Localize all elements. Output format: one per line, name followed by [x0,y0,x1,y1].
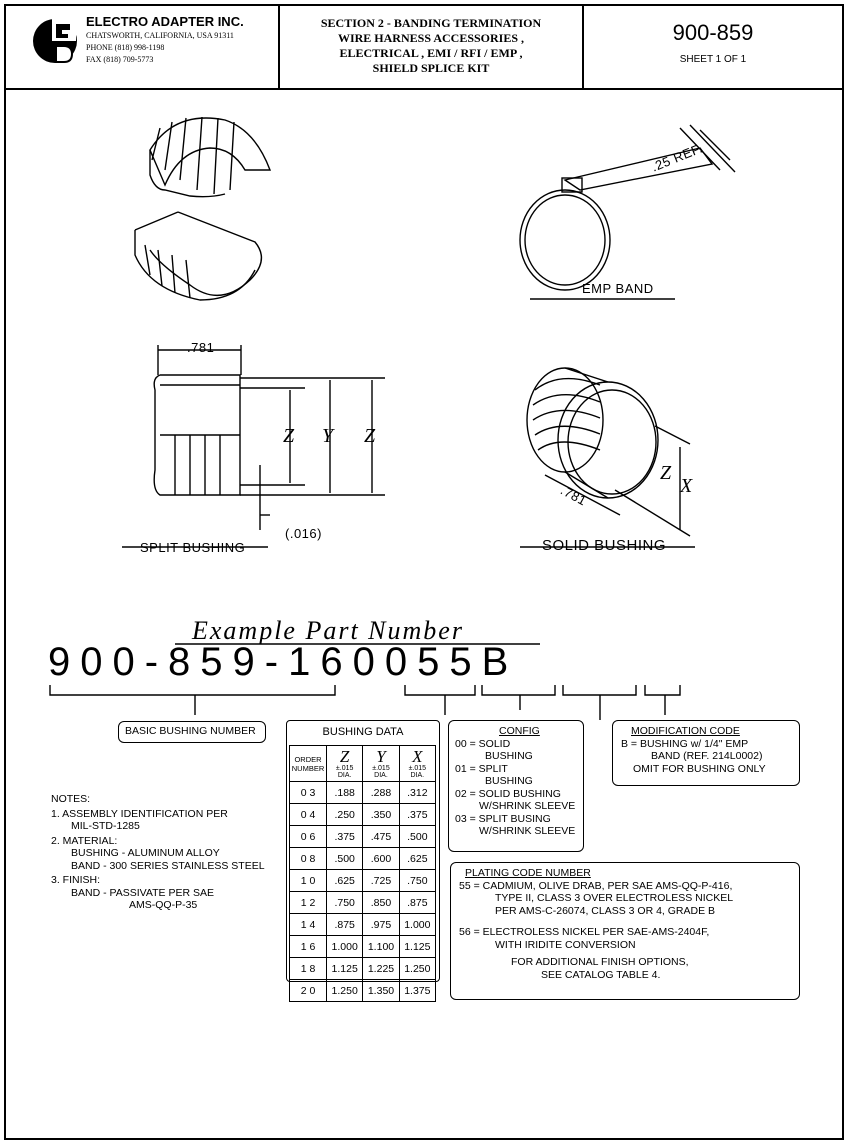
dimension-cell: .850 [363,892,399,914]
config-item: 02 = SOLID BUSHING [455,787,561,800]
table-row [290,936,436,958]
note-line: MIL-STD-1285 [71,820,140,832]
header-order-number: ORDER NUMBER [290,746,327,782]
dimension-cell: .350 [363,804,399,826]
dimension-cell: .375 [327,826,363,848]
plating-title: PLATING CODE NUMBER [465,867,591,879]
header-y-letter: Y [376,746,386,766]
config-box [448,720,584,852]
modification-title: MODIFICATION CODE [631,725,740,737]
dimension-cell: .975 [363,914,399,936]
split-bushing-side-view [122,345,385,547]
header-z-letter: Z [339,746,350,766]
header-dia: DIA. [337,771,352,779]
title-line: WIRE HARNESS ACCESSORIES , [337,31,525,45]
dim-y: Y [322,425,334,447]
fax-line: FAX (818) 709-5773 [86,55,154,64]
note-line: BUSHING - ALUMINUM ALLOY [71,847,220,859]
order-number-cell: 1 2 [290,892,327,914]
dimension-cell: .625 [399,848,435,870]
notes-title: NOTES: [51,793,91,805]
dimension-cell: .500 [399,826,435,848]
solid-dim-z: Z [660,462,672,484]
header-column-divider [582,4,584,88]
title-line: SECTION 2 - BANDING TERMINATION [320,16,542,30]
solid-dim-x: X [680,475,693,497]
order-number-cell: 2 0 [290,980,327,1002]
title-line: SHIELD SPLICE KIT [372,61,490,75]
dimension-cell: .188 [327,782,363,804]
note-line: BAND - 300 SERIES STAINLESS STEEL [71,859,265,872]
table-header-row [290,746,436,782]
section-title [282,16,580,76]
dimension-cell: .288 [363,782,399,804]
split-bushing-halves-illustration [135,117,270,300]
bushing-data-table [289,745,436,1002]
dimension-cell: 1.375 [399,980,435,1002]
header-z [327,746,363,782]
order-number-cell: 0 3 [290,782,327,804]
header-tolerance: ±.015 [335,764,354,772]
dimension-cell: .475 [363,826,399,848]
dimension-cell: .250 [327,804,363,826]
header-tolerance: ±.015 [372,764,390,772]
header-dia: DIA. [374,771,388,779]
solid-bushing-illustration [520,368,695,547]
header-column-divider [278,4,280,88]
header-x [399,746,435,782]
solid-bushing-label: SOLID BUSHING [542,537,667,554]
dimension-cell: .600 [363,848,399,870]
dimension-cell: .725 [363,870,399,892]
config-item: 00 = SOLID [455,737,511,750]
gap-dim: (.016) [285,526,322,541]
config-item: W/SHRINK SLEEVE [479,825,576,837]
modification-code-box [612,720,800,786]
bushing-data-title: BUSHING DATA [322,726,404,738]
notes [51,793,265,912]
basic-bushing-number-box: BASIC BUSHING NUMBER [118,721,266,743]
technical-drawings [0,90,850,570]
dimension-cell: 1.000 [399,914,435,936]
table-row [290,826,436,848]
plating-item: TYPE II, CLASS 3 OVER ELECTROLESS NICKEL [495,892,734,904]
order-number-cell: 1 0 [290,870,327,892]
solid-width-dim: .781 [558,482,590,509]
config-item: BUSHING [485,750,533,762]
example-title: Example Part Number [192,616,464,645]
split-bushing-label: SPLIT BUSHING [140,540,246,555]
note-line: BAND - PASSIVATE PER SAE [71,886,214,899]
dimension-cell: .500 [327,848,363,870]
order-number-cell: 1 6 [290,936,327,958]
dimension-cell: .312 [399,782,435,804]
order-number-cell: 0 4 [290,804,327,826]
header-dia: DIA. [410,771,425,779]
emp-band-label: EMP BAND [582,281,654,296]
plating-item: WITH IRIDITE CONVERSION [495,938,636,951]
company-logo [30,16,80,66]
dimension-cell: 1.350 [363,980,399,1002]
note-line: 3. FINISH: [51,874,101,886]
config-item: 03 = SPLIT BUSING [455,812,551,825]
bushing-data-box [286,720,440,997]
table-row [290,870,436,892]
dimension-cell: 1.125 [327,958,363,980]
dimension-cell: 1.125 [399,936,435,958]
table-row [290,980,436,1002]
modification-item: OMIT FOR BUSHING ONLY [633,762,766,775]
note-line: 1. ASSEMBLY IDENTIFICATION PER [51,807,228,820]
table-row [290,848,436,870]
dimension-cell: 1.250 [327,980,363,1002]
dimension-cell: .375 [399,804,435,826]
document-number: 900-859 [672,20,754,45]
header-x-letter: X [412,746,423,766]
order-number-cell: 0 8 [290,848,327,870]
plating-code-box [450,862,800,1000]
company-name: ELECTRO ADAPTER INC. [86,14,244,29]
dimension-cell: 1.000 [327,936,363,958]
order-number-cell: 1 4 [290,914,327,936]
order-number-cell: 0 6 [290,826,327,848]
sheet-number: SHEET 1 OF 1 [679,54,747,65]
dim-z-inner: Z [283,425,295,447]
header-y [363,746,399,782]
config-title: CONFIG [499,725,540,737]
order-number-cell: 1 8 [290,958,327,980]
example-part-number: 900-859-160055B [48,640,519,684]
dimension-cell: 1.225 [363,958,399,980]
table-row [290,958,436,980]
dimension-cell: 1.250 [399,958,435,980]
title-line: ELECTRICAL , EMI / RFI / EMP , [339,46,523,60]
address-line: CHATSWORTH, CALIFORNIA, USA 91311 [86,31,234,40]
plating-item: 55 = CADMIUM, OLIVE DRAB, PER SAE AMS-QQ-P-416, [459,879,733,892]
header-tolerance: ±.015 [408,764,427,772]
dimension-cell: .875 [399,892,435,914]
config-item: BUSHING [485,775,533,787]
modification-item: B = BUSHING w/ 1/4" EMP [621,737,749,750]
note-line: AMS-QQ-P-35 [129,899,198,911]
dimension-cell: .875 [327,914,363,936]
dim-z-outer: Z [364,425,376,447]
split-width-dim: .781 [187,340,215,355]
band-width-dim: .25 REF. [649,140,705,175]
phone-line: PHONE (818) 998-1198 [86,43,165,52]
note-line: 2. MATERIAL: [51,834,118,847]
table-row [290,804,436,826]
modification-item: BAND (REF. 214L0002) [651,750,763,762]
dimension-cell: .750 [399,870,435,892]
dimension-cell: .625 [327,870,363,892]
config-item: W/SHRINK SLEEVE [479,800,576,812]
table-row [290,914,436,936]
plating-item: 56 = ELECTROLESS NICKEL PER SAE-AMS-2404F, [459,926,710,938]
table-row [290,892,436,914]
dimension-cell: 1.100 [363,936,399,958]
table-row [290,782,436,804]
plating-item: FOR ADDITIONAL FINISH OPTIONS, [511,956,689,968]
config-item: 01 = SPLIT [455,762,508,775]
plating-item: SEE CATALOG TABLE 4. [541,968,661,981]
plating-item: PER AMS-C-26074, CLASS 3 OR 4, GRADE B [495,904,715,917]
dimension-cell: .750 [327,892,363,914]
